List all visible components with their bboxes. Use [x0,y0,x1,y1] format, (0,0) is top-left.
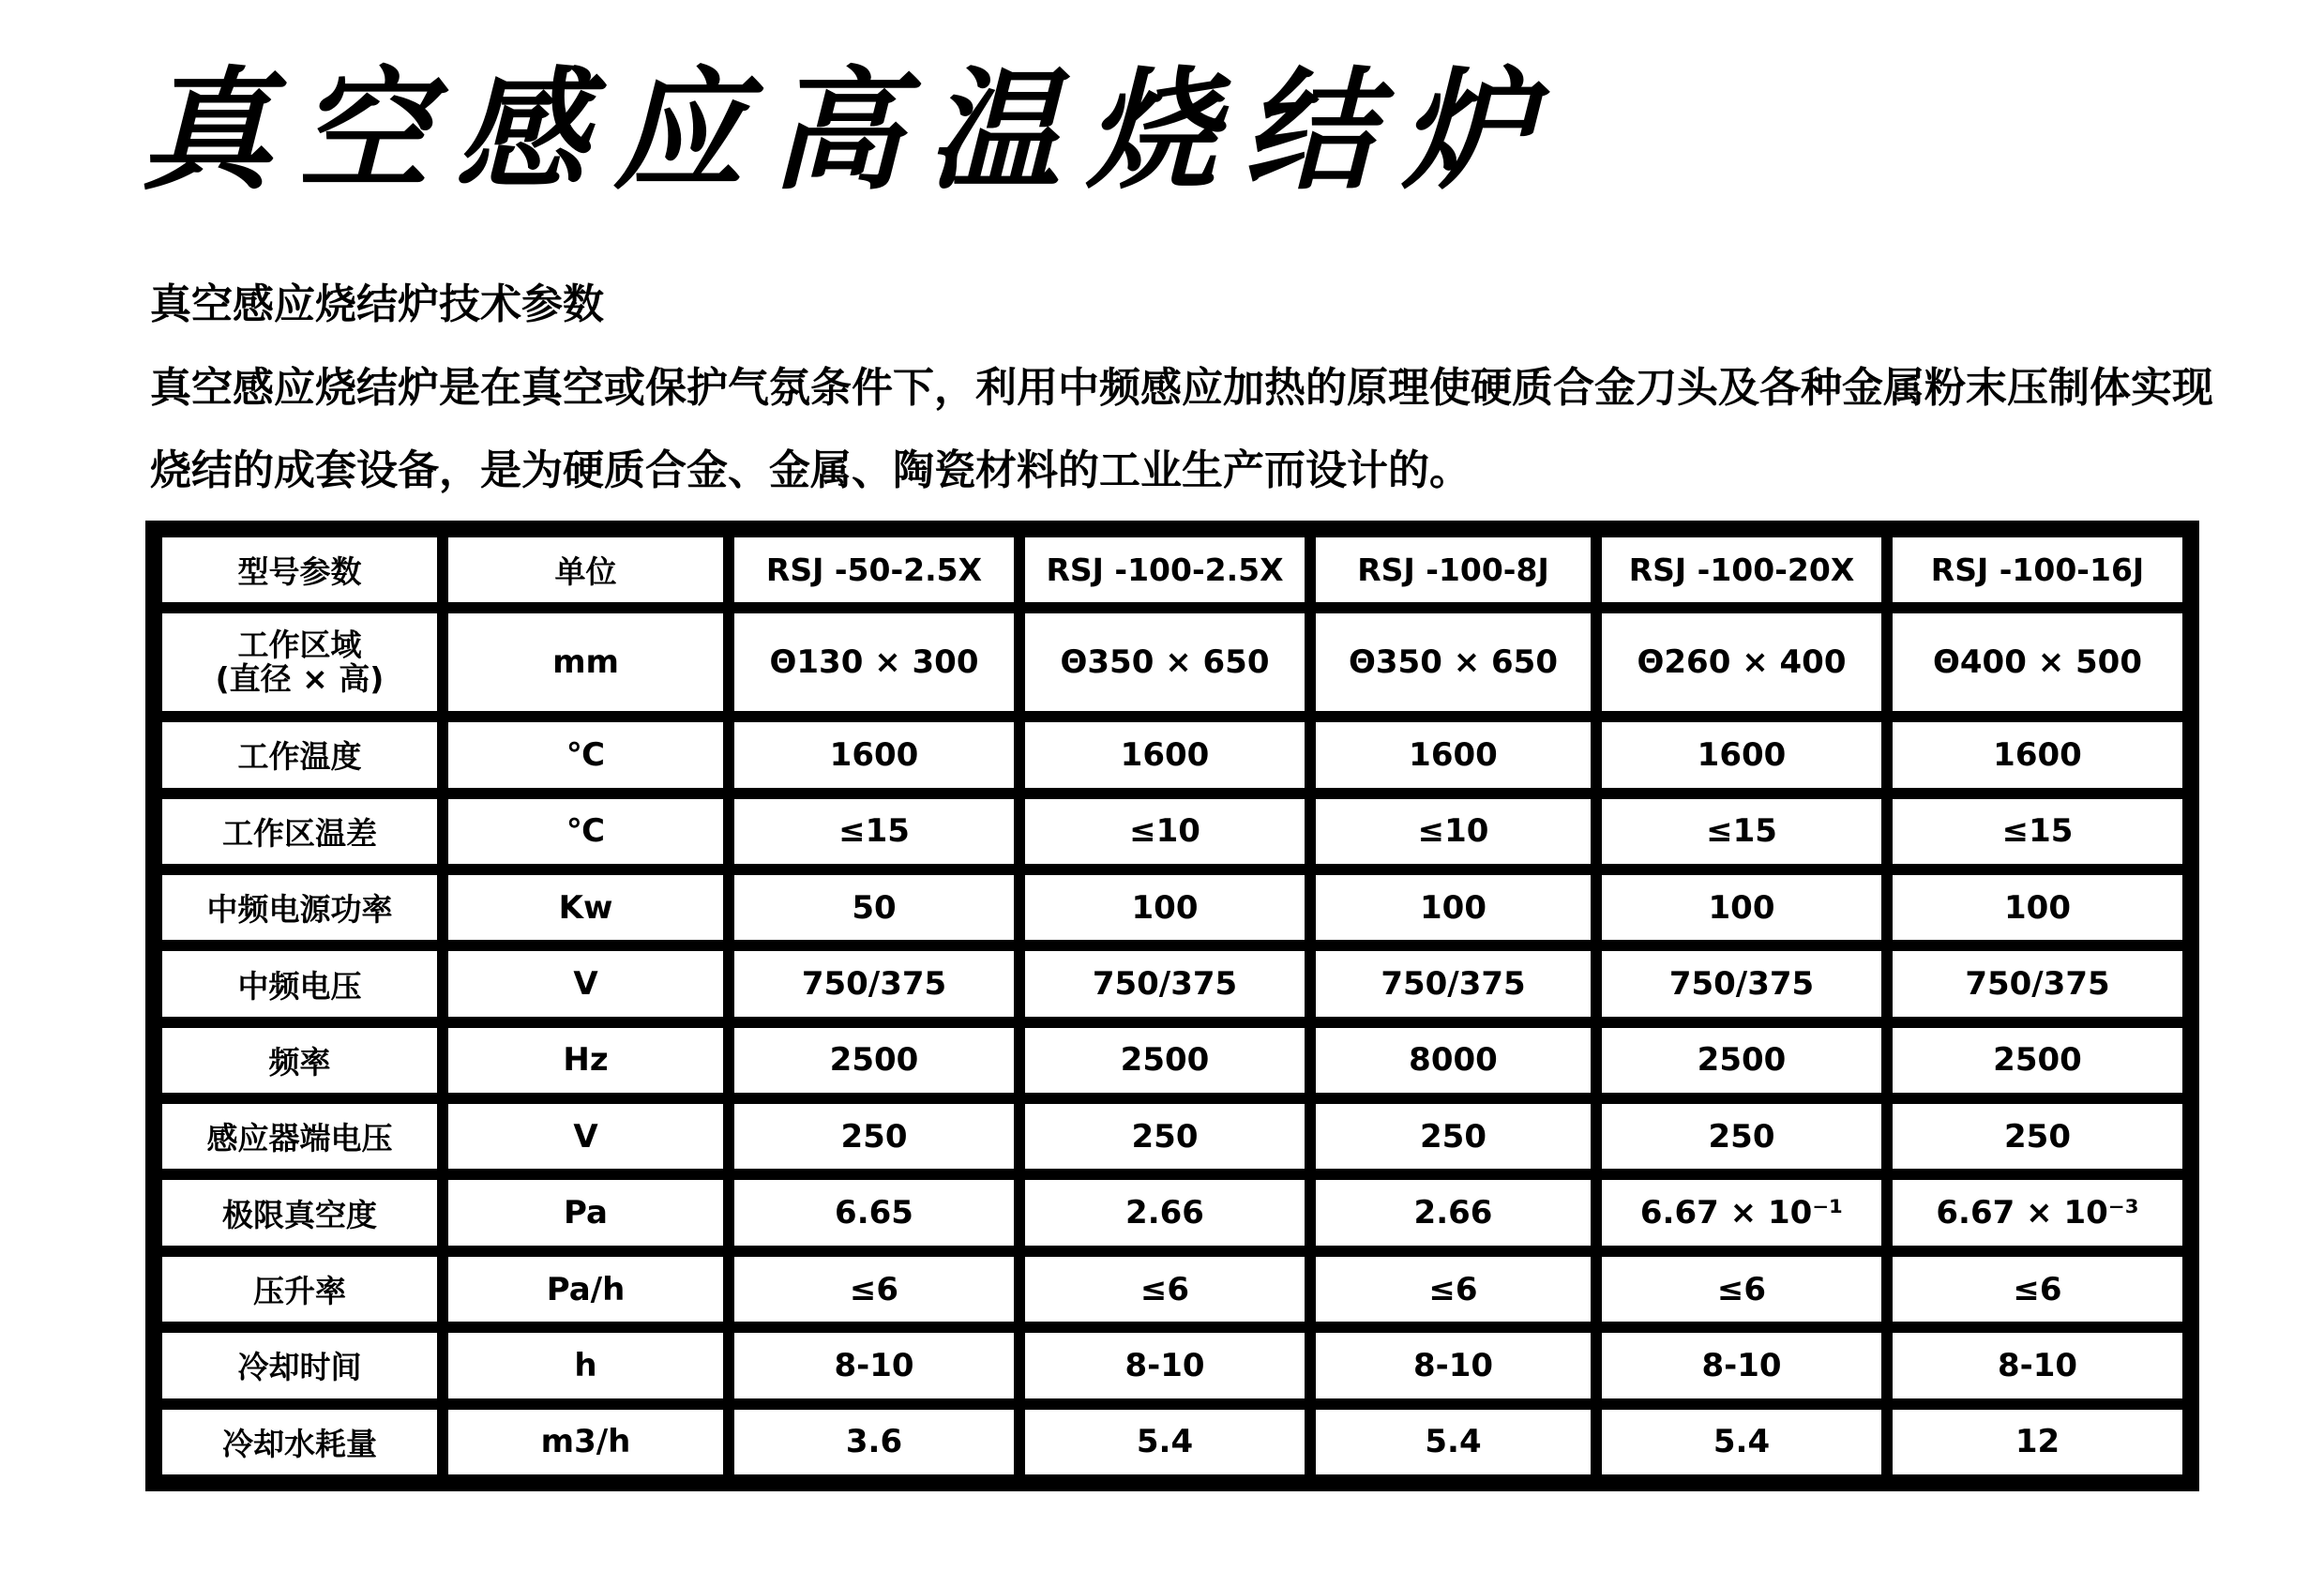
row-label: 工作区温差 [157,794,443,869]
table-cell: ≤6 [729,1251,1019,1327]
table-cell: 750/375 [1887,945,2188,1021]
table-row [157,1251,2188,1327]
table-cell: ≤6 [1019,1251,1310,1327]
table-cell: 6.67 × 10⁻¹ [1596,1174,1887,1250]
row-unit: m3/h [443,1404,729,1480]
table-cell: 1600 [1019,717,1310,793]
table-cell: 2500 [1019,1022,1310,1098]
table-cell: Θ260 × 400 [1596,608,1887,717]
table-cell: 750/375 [1596,945,1887,1021]
table-cell: 250 [1887,1098,2188,1174]
table-cell: 100 [1019,869,1310,945]
table-cell: 8-10 [1887,1327,2188,1403]
table-cell: 750/375 [729,945,1019,1021]
header-model: RSJ -100-20X [1596,532,1887,608]
table-cell: 1600 [729,717,1019,793]
table-cell: 3.6 [729,1404,1019,1480]
description-paragraph: 真空感应烧结炉是在真空或保护气氛条件下，利用中频感应加热的原理使硬质合金刀头及各种金属粉末压制体实现烧结的成套设备，是为硬质合金、金属、陶瓷材料的工业生产而设计的。 [150,364,2213,494]
table-cell: 250 [1596,1098,1887,1174]
table-cell: ≤6 [1887,1251,2188,1327]
table-cell: 750/375 [1019,945,1310,1021]
row-unit: Hz [443,1022,729,1098]
table-row [157,1174,2188,1250]
table-cell: 2.66 [1310,1174,1596,1250]
row-label: 感应器端电压 [157,1098,443,1174]
row-unit: V [443,945,729,1021]
table-cell: 1600 [1596,717,1887,793]
table-row [157,1098,2188,1174]
table-cell: Θ350 × 650 [1310,608,1596,717]
table-cell: 12 [1887,1404,2188,1480]
header-model: RSJ -100-2.5X [1019,532,1310,608]
table-cell: 5.4 [1019,1404,1310,1480]
table-cell: 8000 [1310,1022,1596,1098]
table-cell: 8-10 [1019,1327,1310,1403]
row-unit: h [443,1327,729,1403]
table-cell: 2500 [1887,1022,2188,1098]
table-cell: 2500 [1596,1022,1887,1098]
table-cell: 100 [1310,869,1596,945]
table-cell: Θ400 × 500 [1887,608,2188,717]
table-cell: 2.66 [1019,1174,1310,1250]
table-cell: Θ350 × 650 [1019,608,1310,717]
table-cell: Θ130 × 300 [729,608,1019,717]
table-cell: 8-10 [1596,1327,1887,1403]
table-cell: 100 [1887,869,2188,945]
table-cell: 50 [729,869,1019,945]
table-row [157,1327,2188,1403]
table-cell: 8-10 [729,1327,1019,1403]
table-cell: 2500 [729,1022,1019,1098]
row-label: 压升率 [157,1251,443,1327]
table-row [157,608,2188,717]
section-subtitle: 真空感应烧结炉技术参数 [150,280,604,328]
row-label-main: 工作区域 [237,627,362,664]
table-cell: 5.4 [1310,1404,1596,1480]
row-label: 中频电压 [157,945,443,1021]
table-cell: ≤15 [1887,794,2188,869]
page-title: 真空感应高温烧结炉 [141,54,1560,208]
row-unit: mm [443,608,729,717]
header-model: RSJ -100-8J [1310,532,1596,608]
row-unit: Pa/h [443,1251,729,1327]
row-label: 频率 [157,1022,443,1098]
table-cell: 1600 [1887,717,2188,793]
table-cell: 5.4 [1596,1404,1887,1480]
header-model: RSJ -50-2.5X [729,532,1019,608]
row-label-sub: (直径 × 高) [215,660,385,698]
row-unit: V [443,1098,729,1174]
row-unit: ℃ [443,717,729,793]
row-unit: ℃ [443,794,729,869]
row-label: 冷却水耗量 [157,1404,443,1480]
table-row [157,869,2188,945]
header-model: RSJ -100-16J [1887,532,2188,608]
row-unit: Kw [443,869,729,945]
header-param: 型号参数 [157,532,443,608]
row-label: 极限真空度 [157,1174,443,1250]
row-label: 冷却时间 [157,1327,443,1403]
row-label: 工作温度 [157,717,443,793]
header-unit: 单位 [443,532,729,608]
table-cell: 6.67 × 10⁻³ [1887,1174,2188,1250]
row-label [157,608,443,717]
table-cell: 6.65 [729,1174,1019,1250]
table-cell: 250 [729,1098,1019,1174]
table-cell: ≤10 [1310,794,1596,869]
table-row [157,717,2188,793]
table-cell: 1600 [1310,717,1596,793]
table-header-row [157,532,2188,608]
table-cell: ≤6 [1310,1251,1596,1327]
table-cell: ≤15 [729,794,1019,869]
table-row [157,945,2188,1021]
row-unit: Pa [443,1174,729,1250]
table-cell: ≤6 [1596,1251,1887,1327]
table-cell: ≤15 [1596,794,1887,869]
row-label: 中频电源功率 [157,869,443,945]
table-row [157,1404,2188,1480]
table-cell: 8-10 [1310,1327,1596,1403]
table-cell: 100 [1596,869,1887,945]
specs-table [145,521,2199,1491]
table-row [157,1022,2188,1098]
table-row [157,794,2188,869]
table-cell: 750/375 [1310,945,1596,1021]
table-cell: ≤10 [1019,794,1310,869]
table-cell: 250 [1310,1098,1596,1174]
table-cell: 250 [1019,1098,1310,1174]
